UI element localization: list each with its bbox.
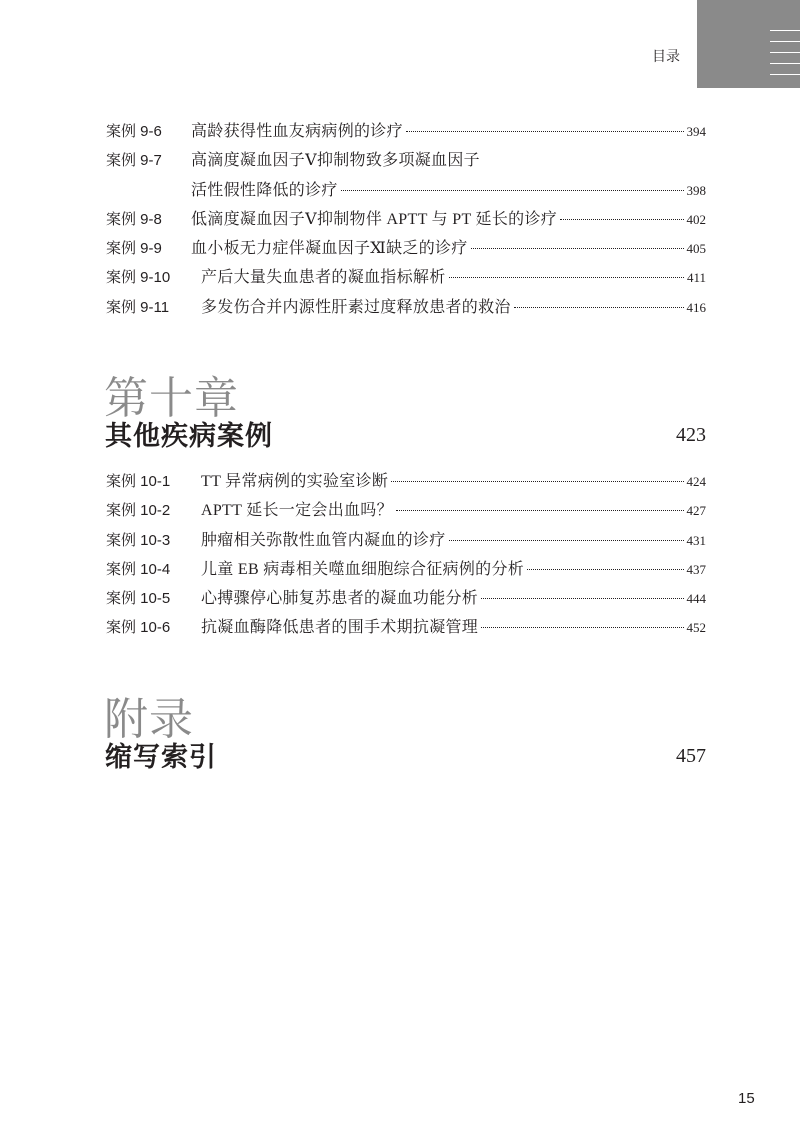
entry-title: 高龄获得性血友病病例的诊疗	[191, 123, 403, 140]
dot-leader	[449, 277, 684, 278]
entry-title: APTT 延长一定会出血吗？	[201, 502, 393, 520]
dot-leader	[560, 219, 683, 220]
entry-page: 411	[686, 270, 706, 286]
footer-page-number: 15	[738, 1090, 755, 1107]
toc-entry-9-11[interactable]	[106, 293, 706, 322]
dot-leader	[396, 510, 684, 511]
entry-page: 405	[686, 241, 706, 257]
entry-title: 抗凝血酶降低患者的围手术期抗凝管理	[201, 619, 479, 637]
toc-entry-9-7[interactable]	[106, 146, 706, 175]
chapter10-title[interactable]: 其他疾病案例	[105, 421, 273, 452]
case-label: 案例 10-2	[106, 502, 171, 520]
entry-title: 儿童 EB 病毒相关噬血细胞综合征病例的分析	[201, 560, 525, 578]
entry-title: 产后大量失血患者的凝血指标解析	[201, 269, 446, 287]
dot-leader	[481, 598, 683, 599]
entry-title: 高滴度凝血因子Ⅴ抑制物致多项凝血因子	[191, 152, 480, 170]
toc-entry-10-1[interactable]	[106, 467, 706, 496]
dot-leader	[514, 307, 684, 308]
case-label: 案例 10-5	[106, 590, 171, 608]
entry-title: 肿瘤相关弥散性血管内凝血的诊疗	[201, 531, 446, 549]
entry-title: 多发伤合并内源性肝素过度释放患者的救治	[201, 298, 511, 316]
entry-page: 427	[686, 503, 706, 519]
entry-title-continued: 活性假性降低的诊疗	[191, 181, 338, 199]
case-label: 案例 10-3	[106, 531, 171, 549]
toc-entry-10-3[interactable]	[106, 526, 706, 555]
case-label: 案例 10-4	[106, 560, 171, 578]
entry-page: 444	[686, 591, 706, 607]
header-decorative-lines	[770, 30, 800, 85]
entry-page: 394	[686, 124, 706, 139]
entry-page: 402	[686, 211, 706, 227]
entry-page: 437	[686, 561, 706, 577]
toc-entry-9-8[interactable]	[106, 205, 706, 234]
toc-entry-9-6[interactable]	[106, 117, 706, 146]
entry-page: 452	[686, 620, 706, 636]
entry-title: 血小板无力症伴凝血因子Ⅺ缺乏的诊疗	[191, 240, 468, 258]
chapter9-entry-list	[106, 117, 706, 322]
case-label: 案例 9-11	[106, 298, 170, 316]
dot-leader	[449, 540, 684, 541]
entry-page: 416	[686, 299, 706, 315]
case-label: 案例 9-6	[106, 123, 162, 140]
case-label: 案例 9-9	[106, 240, 162, 258]
chapter10-page: 423	[676, 424, 706, 446]
dot-leader	[391, 481, 683, 482]
case-label: 案例 9-10	[106, 269, 171, 287]
dot-leader	[341, 190, 684, 191]
chapter10-number: 第十章	[104, 373, 239, 424]
case-label: 案例 9-7	[106, 152, 162, 170]
entry-title: 低滴度凝血因子Ⅴ抑制物伴 APTT 与 PT 延长的诊疗	[191, 210, 558, 228]
dot-leader	[471, 248, 684, 249]
dot-leader	[406, 131, 684, 132]
toc-entry-10-4[interactable]	[106, 555, 706, 584]
entry-page: 431	[686, 532, 706, 548]
toc-entry-9-7-continued[interactable]	[106, 176, 706, 205]
case-label: 案例 9-8	[106, 210, 162, 228]
entry-page: 424	[686, 474, 706, 489]
dot-leader	[527, 569, 683, 570]
toc-entry-10-5[interactable]	[106, 584, 706, 613]
dot-leader	[481, 627, 683, 628]
toc-entry-10-6[interactable]	[106, 613, 706, 642]
entry-title: TT 异常病例的实验室诊断	[201, 473, 389, 490]
appendix-number: 附录	[104, 694, 194, 745]
toc-entry-9-10[interactable]	[106, 263, 706, 292]
case-label: 案例 10-6	[106, 619, 171, 637]
appendix-title[interactable]: 缩写索引	[105, 742, 217, 773]
running-header-title: 目录	[652, 48, 680, 64]
chapter10-entry-list	[106, 467, 706, 643]
entry-title: 心搏骤停心肺复苏患者的凝血功能分析	[201, 590, 479, 608]
toc-entry-9-9[interactable]	[106, 234, 706, 263]
toc-entry-10-2[interactable]	[106, 496, 706, 525]
entry-page: 398	[686, 182, 706, 198]
case-label: 案例 10-1	[106, 473, 171, 490]
appendix-page: 457	[676, 745, 706, 767]
